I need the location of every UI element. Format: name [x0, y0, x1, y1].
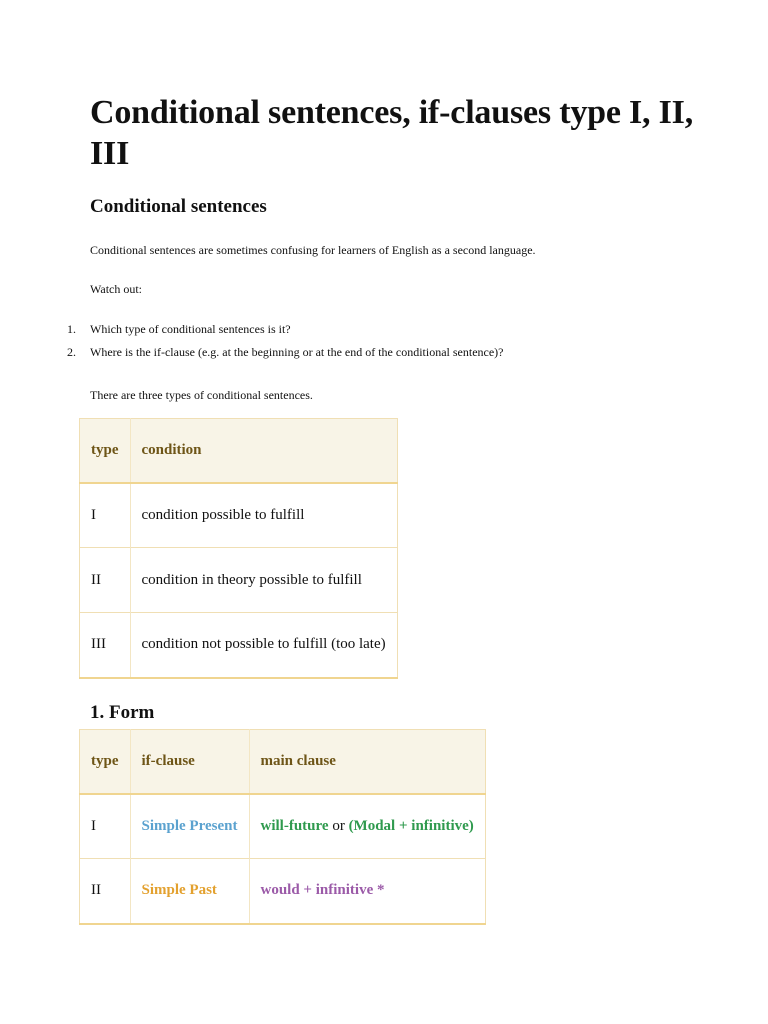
- table-row: [80, 613, 398, 678]
- condition-cell: condition in theory possible to fulfill: [130, 548, 398, 613]
- column-header-type: type: [80, 419, 131, 483]
- intro-text: Conditional sentences are sometimes confusing for learners of English as a second language.: [90, 243, 536, 257]
- section-heading: Conditional sentences: [90, 196, 267, 217]
- type-cell: I: [80, 794, 131, 859]
- list-text: Where is the if-clause (e.g. at the beginning or at the end of the conditional sentence)?: [90, 345, 504, 359]
- column-header-main-clause: main clause: [249, 730, 486, 794]
- table-row: [80, 859, 486, 924]
- main-clause-cell: would + infinitive *: [249, 859, 486, 924]
- page-title: Conditional sentences, if-clauses type I, II, III: [90, 94, 694, 172]
- form-heading: 1. Form: [90, 702, 155, 723]
- main-clause-cell: [249, 794, 486, 859]
- type-cell: III: [80, 613, 131, 678]
- table-header-row: [80, 730, 486, 794]
- condition-cell: condition possible to fulfill: [130, 483, 398, 548]
- type-cell: II: [80, 548, 131, 613]
- table-row: [80, 794, 486, 859]
- three-types-text: There are three types of conditional sentences.: [90, 388, 313, 402]
- types-table: [79, 418, 398, 679]
- type-cell: I: [80, 483, 131, 548]
- type-cell: II: [80, 859, 131, 924]
- column-header-type: type: [80, 730, 131, 794]
- will-future-text: will-future: [260, 817, 329, 834]
- list-text: Which type of conditional sentences is it?: [90, 322, 291, 336]
- watch-out-label: Watch out:: [90, 282, 143, 296]
- modal-infinitive-text: (Modal + infinitive): [348, 817, 474, 834]
- if-clause-cell: Simple Present: [130, 794, 249, 859]
- or-text: or: [328, 817, 349, 834]
- table-row: [80, 483, 398, 548]
- table-header-row: [80, 419, 398, 483]
- if-clause-cell: Simple Past: [130, 859, 249, 924]
- column-header-if-clause: if-clause: [130, 730, 249, 794]
- list-number: 2.: [67, 345, 76, 359]
- form-table: [79, 729, 486, 925]
- condition-cell: condition not possible to fulfill (too late): [130, 613, 398, 678]
- list-number: 1.: [67, 322, 76, 336]
- table-row: [80, 548, 398, 613]
- column-header-condition: condition: [130, 419, 398, 483]
